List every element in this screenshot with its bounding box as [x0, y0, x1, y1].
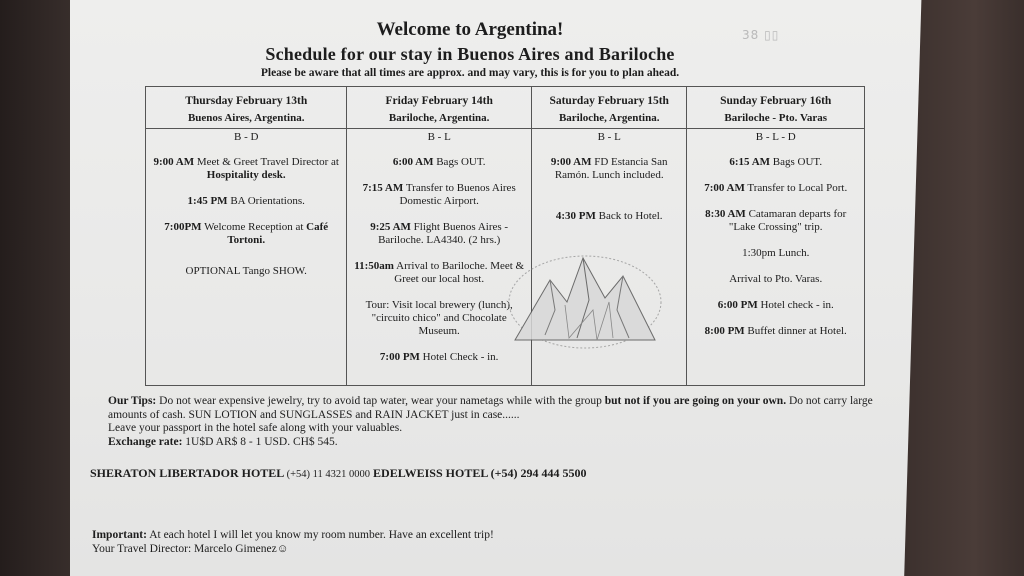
hotel-name: SHERATON LIBERTADOR HOTEL — [90, 466, 284, 480]
day-title: Friday February 14th — [385, 95, 493, 107]
tips-text: Do not wear expensive jewelry, try to avoid tap water, wear your nametags while with the group — [159, 395, 602, 407]
day-column-thursday — [146, 87, 347, 385]
mountain-watermark-icon — [505, 240, 665, 350]
event-item: 6:00 AM Bags OUT. — [392, 156, 486, 168]
event-item: 9:00 AM FD Estancia San Ramón. Lunch included. — [550, 156, 668, 181]
meals-code: B - D — [233, 131, 259, 143]
event-item: 7:00 AM Transfer to Local Port. — [704, 182, 848, 194]
day-location: Buenos Aires, Argentina. — [187, 112, 305, 124]
important-text: At each hotel I will let you know my room number. Have an excellent trip! — [149, 529, 494, 541]
event-item: 6:00 PM Hotel check - in. — [717, 299, 834, 311]
meals-code: B - L — [597, 131, 621, 143]
day-header — [347, 87, 530, 129]
tips-passport: Leave your passport in the hotel safe along with your valuables. — [108, 422, 403, 434]
event-item: 8:30 AM Catamaran departs for "Lake Crossing" trip. — [705, 208, 847, 233]
exchange-value: 1U$D AR$ 8 - 1 USD. CH$ 545. — [185, 435, 338, 448]
hotel-name: EDELWEISS HOTEL — [373, 466, 488, 480]
event-item: 7:15 AM Transfer to Buenos Aires Domestic Airport. — [362, 182, 516, 207]
event-list — [347, 144, 530, 364]
event-item: 1:45 PM BA Orientations. — [187, 195, 305, 207]
day-title: Saturday February 15th — [549, 95, 669, 107]
day-header — [146, 87, 346, 129]
event-item: OPTIONAL Tango SHOW. — [185, 265, 307, 277]
background-left — [0, 0, 80, 576]
event-item: 8:00 PM Buffet dinner at Hotel. — [704, 325, 847, 337]
day-header — [687, 87, 864, 129]
event-item: 7:00PM Welcome Reception at Café Tortoni. — [164, 221, 329, 246]
document-subtitle: Schedule for our stay in Buenos Aires and Bariloche — [265, 44, 675, 64]
meals-code: B - L — [427, 131, 451, 143]
event-list — [532, 144, 687, 223]
document-title: Welcome to Argentina! — [376, 19, 564, 40]
day-title: Sunday February 16th — [720, 95, 832, 107]
event-item: 11:50am Arrival to Bariloche. Meet & Greet our local host. — [354, 260, 525, 285]
exchange-label: Exchange rate: — [108, 435, 183, 448]
event-item: 4:30 PM Back to Hotel. — [555, 210, 663, 222]
day-location: Bariloche, Argentina. — [558, 112, 660, 124]
hotel-contacts — [90, 466, 790, 481]
footer-notes — [92, 528, 692, 556]
event-item: 1:30pm Lunch. — [742, 247, 810, 259]
important-label: Important: — [92, 529, 147, 541]
day-header — [532, 87, 687, 129]
day-column-sunday — [687, 87, 864, 385]
tips-text-2: Do not carry large amounts of cash. SUN LOTION and SUNGLASSES and RAIN JACKET just in case...... — [108, 395, 873, 421]
hotel-phone: (+54) 294 444 5500 — [490, 466, 587, 480]
tips-label: Our Tips: — [108, 395, 157, 407]
event-list — [687, 144, 864, 338]
day-title: Thursday February 13th — [185, 95, 308, 107]
tips-emphasis: but not if you are going on your own. — [604, 395, 787, 407]
event-item: 7:00 PM Hotel Check - in. — [379, 351, 499, 363]
day-location: Bariloche - Pto. Varas — [724, 112, 828, 124]
event-item: Tour: Visit local brewery (lunch), "circuito chico" and Chocolate Museum. — [365, 299, 513, 337]
handwritten-mark: 38 ▯▯ — [742, 28, 780, 42]
event-item: 6:15 AM Bags OUT. — [729, 156, 823, 168]
meals-code: B - L - D — [755, 131, 796, 143]
director-signature: Your Travel Director: Marcelo Gimenez☺ — [92, 543, 289, 555]
event-list — [146, 144, 346, 278]
hotel-phone: (+54) 11 4321 0000 — [286, 469, 371, 480]
event-item: 9:00 AM Meet & Greet Travel Director at Hospitality desk. — [153, 156, 339, 181]
event-item: Arrival to Pto. Varas. — [729, 273, 823, 285]
planning-note: Please be aware that all times are approx. and may vary, this is for you to plan ahead. — [260, 67, 680, 79]
event-item: 9:25 AM Flight Buenos Aires - Bariloche. LA4340. (2 hrs.) — [370, 221, 509, 246]
day-location: Bariloche, Argentina. — [388, 112, 490, 124]
tips-section — [108, 395, 883, 449]
